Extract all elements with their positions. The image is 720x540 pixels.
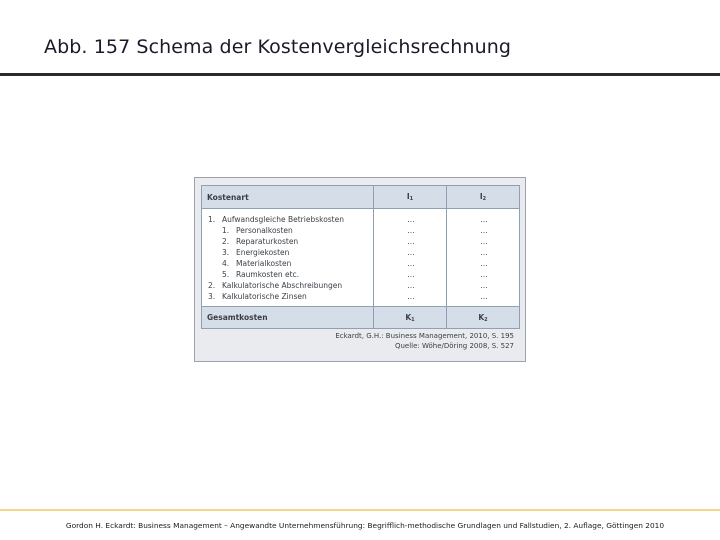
investment-2-values (447, 209, 520, 307)
cost-value-i1: ... (407, 248, 415, 257)
footer-divider (0, 509, 720, 511)
total-k1: K1 (374, 307, 447, 329)
table-body-row (202, 209, 520, 307)
cost-row-text: Energiekosten (236, 248, 290, 257)
cost-row-label (208, 291, 369, 302)
source-line-2: Quelle: Wöhe/Döring 2008, S. 527 (394, 342, 514, 350)
figure-source (201, 331, 520, 351)
slide-title: Abb. 157 Schema der Kostenvergleichsrechnung (44, 36, 512, 58)
total-row (202, 307, 520, 329)
cost-value-i1: ... (407, 270, 415, 279)
cost-value-i2: ... (480, 270, 488, 279)
cost-row-index: 5. (222, 270, 230, 279)
cost-row-index: 4. (222, 259, 230, 268)
cost-value-i2: ... (480, 292, 488, 301)
source-line-1: Eckardt, G.H.: Business Management, 2010, S. 195 (335, 332, 514, 340)
cost-row-index: 1. (208, 215, 216, 224)
cost-value-i2: ... (480, 259, 488, 268)
table-header-row (202, 186, 520, 209)
cost-value-i1: ... (407, 292, 415, 301)
cost-value-i1: ... (407, 215, 415, 224)
cost-value-i2: ... (480, 215, 488, 224)
cost-row-label (208, 280, 369, 291)
total-k2: K2 (447, 307, 520, 329)
cost-value-i1: ... (407, 281, 415, 290)
investment-1-values (374, 209, 447, 307)
cost-row-text: Kalkulatorische Abschreibungen (222, 281, 343, 290)
footer-citation: Gordon H. Eckardt: Business Management – Angewandte Unternehmensführung: Begrifflich-methodische Grundlagen und Fallstudien, 2. Auflage, Göttingen 2010 (65, 521, 665, 530)
cost-row-index: 3. (222, 248, 230, 257)
cost-row-label (208, 214, 369, 225)
cost-row-label (208, 269, 369, 280)
cost-row-text: Aufwandsgleiche Betriebskosten (222, 215, 344, 224)
cost-value-i1: ... (407, 237, 415, 246)
cost-value-i1: ... (407, 259, 415, 268)
cost-value-i1: ... (407, 226, 415, 235)
cost-row-index: 2. (208, 281, 216, 290)
cost-value-i2: ... (480, 281, 488, 290)
header-investment-1: I1 (374, 186, 447, 209)
cost-row-text: Reparaturkosten (236, 237, 299, 246)
cost-value-i2: ... (480, 226, 488, 235)
cost-row-label (208, 258, 369, 269)
cost-value-i2: ... (480, 237, 488, 246)
cost-row-text: Raumkosten etc. (236, 270, 300, 279)
cost-row-label (208, 236, 369, 247)
cost-row-index: 2. (222, 237, 230, 246)
cost-row-text: Materialkosten (236, 259, 292, 268)
cost-type-list (202, 209, 374, 307)
cost-row-index: 1. (222, 226, 230, 235)
cost-comparison-figure (194, 177, 526, 362)
cost-row-text: Personalkosten (236, 226, 293, 235)
cost-comparison-table (201, 185, 520, 329)
title-divider (0, 73, 720, 76)
cost-value-i2: ... (480, 248, 488, 257)
cost-row-text: Kalkulatorische Zinsen (222, 292, 307, 301)
cost-row-label (208, 225, 369, 236)
header-investment-2: I2 (447, 186, 520, 209)
header-cost-type: Kostenart (202, 186, 374, 209)
total-label: Gesamtkosten (202, 307, 374, 329)
cost-row-label (208, 247, 369, 258)
cost-row-index: 3. (208, 292, 216, 301)
